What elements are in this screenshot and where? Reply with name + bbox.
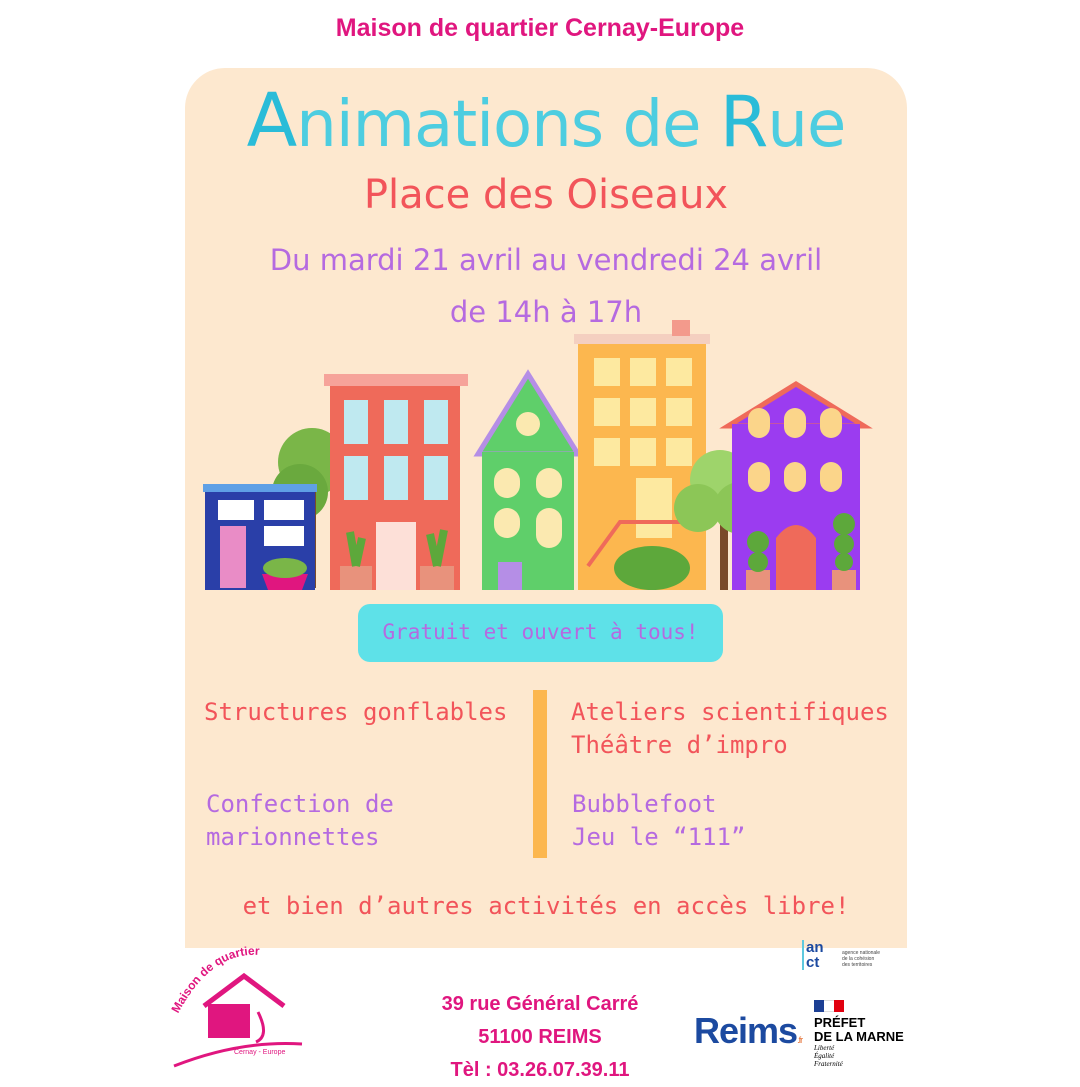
motto-egalite: Égalité	[814, 1052, 835, 1060]
activity-puppets-line-1: Confection de	[206, 790, 394, 818]
more-activities-text: et bien d’autres activités en accès libre!	[242, 892, 850, 920]
anct-mark-bottom: ct	[806, 954, 820, 971]
prefet-title-2: DE LA MARNE	[814, 1029, 904, 1044]
prefet-logo	[814, 1000, 904, 1068]
anct-text-2: de la cohésion	[842, 956, 875, 962]
address-city: 51100 REIMS	[478, 1026, 602, 1048]
activity-puppets	[206, 788, 394, 854]
address-street: 39 rue Général Carré	[441, 993, 639, 1015]
motto-fraternite: Fraternité	[814, 1060, 843, 1068]
blue-building-icon	[203, 484, 317, 590]
title-end: ue	[767, 88, 846, 162]
activity-science: Ateliers scientifiques	[571, 698, 889, 726]
title-letter-a: A	[246, 78, 297, 164]
yellow-building-icon	[574, 320, 710, 590]
activities-divider	[533, 690, 547, 858]
reims-logo-text: Reims	[694, 1010, 798, 1051]
motto-liberte: Liberté	[814, 1044, 835, 1052]
anct-logo	[802, 940, 912, 984]
activity-theatre: Théâtre d’impro	[571, 731, 788, 759]
green-building-icon	[478, 374, 578, 590]
address-phone: Tèl : 03.26.07.39.11	[450, 1059, 630, 1081]
activity-science-theatre	[571, 696, 889, 762]
reims-logo-suffix: .fr	[797, 1035, 803, 1045]
dates-line-1: Du mardi 21 avril au vendredi 24 avril	[269, 243, 823, 277]
logo-sub-text: Cernay - Europe	[234, 1049, 286, 1056]
logo-arc-text: Maison de quartier	[168, 943, 260, 1016]
header-title: Maison de quartier Cernay-Europe	[335, 14, 745, 42]
anct-mark	[802, 940, 838, 970]
anct-text-3: des territoires	[842, 962, 873, 968]
anct-text	[842, 950, 880, 968]
activity-bubblefoot: Bubblefoot	[572, 790, 717, 818]
dates-line-2: de 14h à 17h	[449, 295, 643, 329]
anct-text-1: agence nationale	[842, 950, 881, 956]
address-block	[380, 988, 700, 1087]
poster-subtitle: Place des Oiseaux	[363, 172, 729, 218]
activity-bubblefoot-game	[572, 788, 745, 854]
buildings-illustration	[200, 312, 880, 594]
activity-inflatables: Structures gonflables	[204, 698, 508, 726]
activity-puppets-line-2: marionnettes	[206, 823, 380, 851]
purple-building-icon	[728, 384, 864, 590]
maison-de-quartier-logo	[160, 936, 310, 1074]
prefet-title-1: PRÉFET	[814, 1015, 866, 1030]
anct-mark-top: an	[806, 939, 824, 956]
red-building-icon	[324, 374, 468, 590]
free-entry-badge: Gratuit et ouvert à tous!	[358, 604, 723, 662]
poster-title	[185, 78, 907, 164]
reims-logo	[694, 1010, 802, 1052]
french-flag-icon	[814, 1000, 844, 1012]
activity-game-111: Jeu le “111”	[572, 823, 746, 851]
title-letter-r: R	[719, 81, 768, 163]
title-part: nimations de	[296, 88, 720, 162]
